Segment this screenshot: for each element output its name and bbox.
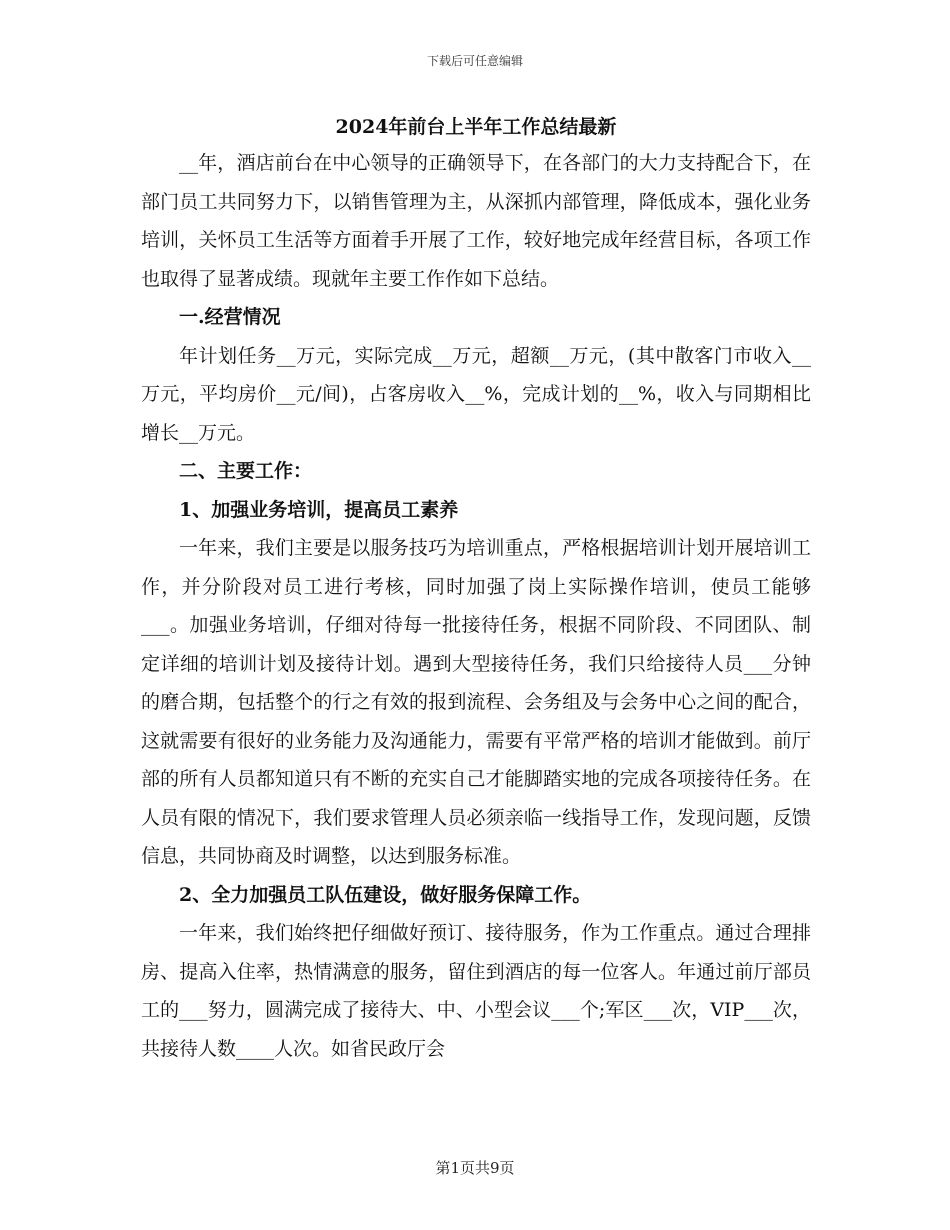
document-body <box>141 110 811 1068</box>
operations-paragraph: 年计划任务__万元，实际完成__万元，超额__万元，(其中散客门市收入__万元，平均房价__元/间)，占客房收入__%，完成计划的__%，收入与同期相比增长__万元。 <box>141 344 811 444</box>
section-heading-main-work: 二、主要工作： <box>179 460 313 482</box>
page-footer: 第1页共9页 <box>435 1159 515 1177</box>
training-paragraph: 一年来，我们主要是以服务技巧为培训重点，严格根据培训计划开展培训工作，并分阶段对员工进行考核，同时加强了岗上实际操作培训，使员工能够___。加强业务培训，仔细对待每一批接待任务，根据不同阶段、不同团队、制定详细的培训计划及接待计划。遇到大型接待任务，我们只给接待人员___分钟的磨合期，包括整个的行之有效的报到流程、会务组及与会务中心之间的配合，这就需要有很好的业务能力及沟通能力，需要有平常严格的培训才能做到。前厅部的所有人员都知道只有不断的充实自己才能脚踏实地的完成各项接待任务。在人员有限的情况下，我们要求管理人员必须亲临一线指导工作，发现问题，反馈信息，共同协商及时调整，以达到服务标准。 <box>141 537 811 867</box>
page-header: 下载后可任意编辑 <box>426 54 523 68</box>
document-title: 2024年前台上半年工作总结最新 <box>335 116 617 138</box>
subsection-heading-training: 1、加强业务培训，提高员工素养 <box>179 498 459 521</box>
section-heading-operations: 一.经营情况 <box>179 306 281 328</box>
subsection-heading-team-building: 2、全力加强员工队伍建设，做好服务保障工作。 <box>179 883 592 906</box>
team-building-paragraph: 一年来，我们始终把仔细做好预订、接待服务，作为工作重点。通过合理排房、提高入住率，热情满意的服务，留住到酒店的每一位客人。年通过前厅部员工的___努力，圆满完成了接待大、中、小型会议___个;军区___次，VIP___次，共接待人数____人次。如省民政厅会 <box>141 922 811 1060</box>
intro-paragraph: __年，酒店前台在中心领导的正确领导下，在各部门的大力支持配合下，在部门员工共同努力下，以销售管理为主，从深抓内部管理，降低成本，强化业务培训，关怀员工生活等方面着手开展了工作，较好地完成年经营目标，各项工作也取得了显著成绩。现就年主要工作作如下总结。 <box>141 152 811 290</box>
